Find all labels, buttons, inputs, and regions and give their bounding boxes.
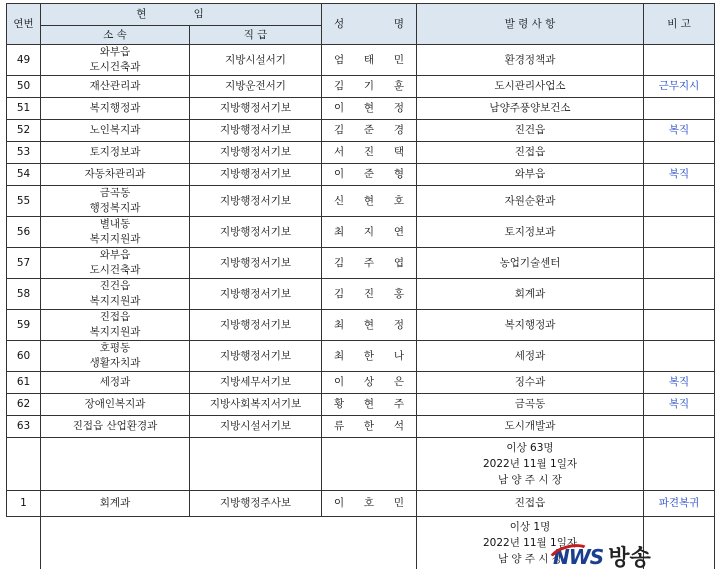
row-name-char: 준	[363, 124, 375, 136]
row2-name-1: 이	[334, 497, 345, 509]
row-dept-line: 노인복지과	[89, 124, 141, 136]
row-name-char: 훈	[393, 80, 404, 92]
summary-row-1	[7, 438, 715, 491]
row-name-char: 서	[334, 146, 345, 158]
row-note: 복직	[644, 120, 715, 142]
row-name	[322, 310, 417, 341]
row2-note: 파견복귀	[644, 491, 715, 517]
row-dept-line: 행정복지과	[89, 202, 141, 214]
row-dept-line: 생활자치과	[89, 357, 141, 369]
row-name-char: 상	[363, 376, 375, 388]
appointment-table	[6, 3, 715, 569]
row-dept	[41, 120, 190, 142]
row-note	[644, 341, 715, 372]
table-body	[7, 45, 715, 438]
row-name-char: 호	[393, 194, 404, 207]
row-name	[322, 98, 417, 120]
row-name-char: 이	[334, 168, 345, 180]
row-name	[322, 120, 417, 142]
row-note	[644, 142, 715, 164]
header-note: 비 고	[644, 4, 715, 45]
row-name-char: 기	[363, 80, 375, 92]
row-dept	[41, 279, 190, 310]
row-rank: 지방행정서기보	[190, 98, 322, 120]
row-name-char: 김	[334, 256, 345, 269]
row-rank: 지방행정서기보	[190, 279, 322, 310]
row-rank: 지방행정서기보	[190, 186, 322, 217]
row-name	[322, 217, 417, 248]
row-rank: 지방행정서기보	[190, 248, 322, 279]
row-dept-line: 와부읍	[99, 249, 131, 261]
row-appointment: 와부읍	[417, 164, 644, 186]
row-rank: 지방사회복지서기보	[190, 394, 322, 416]
row-dept-line: 진건읍	[99, 280, 131, 292]
row-dept-line: 장애인복지과	[84, 398, 146, 410]
row2-name-3: 민	[393, 497, 404, 509]
table-row	[7, 279, 715, 310]
row-name-char: 이	[334, 376, 345, 388]
row-dept-line: 진접읍 산업환경과	[72, 420, 158, 432]
table-row	[7, 45, 715, 76]
row-name	[322, 45, 417, 76]
summary-2-count: 이상 1명	[509, 521, 551, 533]
row-rank: 지방시설서기	[190, 45, 322, 76]
header-dept: 소 속	[41, 26, 190, 45]
row-note	[644, 45, 715, 76]
row-dept	[41, 186, 190, 217]
row-name	[322, 341, 417, 372]
row-name-char: 정	[393, 102, 404, 114]
row-dept	[41, 341, 190, 372]
row-name-char: 진	[363, 287, 375, 300]
table-row	[7, 310, 715, 341]
row-name-char: 현	[363, 194, 375, 207]
row-seq: 49	[7, 45, 41, 76]
row-seq: 50	[7, 76, 41, 98]
row-name	[322, 394, 417, 416]
row-name-char: 준	[363, 168, 375, 180]
row-dept-line: 별내동	[99, 218, 131, 230]
summary-2-date: 2022년 11월 1일자	[482, 537, 577, 549]
row-dept	[41, 45, 190, 76]
row-name-char: 은	[393, 376, 404, 388]
row-name	[322, 186, 417, 217]
row-name-char: 김	[334, 80, 345, 92]
row-dept	[41, 142, 190, 164]
row-name-char: 한	[363, 349, 375, 362]
row-name-char: 태	[363, 53, 375, 66]
row2-name-2: 호	[363, 497, 375, 509]
row-dept-line: 금곡동	[99, 187, 131, 199]
row-dept-line: 토지정보과	[89, 146, 141, 158]
summary-1-date: 2022년 11월 1일자	[482, 458, 577, 470]
row-name-char: 연	[393, 225, 404, 238]
header-name-first: 성	[334, 17, 345, 30]
table-row	[7, 341, 715, 372]
row-name-char: 최	[334, 225, 345, 238]
row-rank: 지방행정서기보	[190, 217, 322, 248]
header-current-label: 현 임	[136, 8, 226, 20]
row-dept-line: 호평동	[99, 342, 131, 354]
table-row-extra	[7, 491, 715, 517]
summary-block-1	[417, 438, 644, 491]
row-seq: 54	[7, 164, 41, 186]
row-name-char: 현	[363, 398, 375, 410]
row-appointment: 징수과	[417, 372, 644, 394]
row-seq: 59	[7, 310, 41, 341]
row-rank: 지방행정서기보	[190, 164, 322, 186]
appointment-table-sheet	[6, 3, 714, 569]
row-name	[322, 279, 417, 310]
row-seq: 55	[7, 186, 41, 217]
header-name-last: 명	[393, 17, 404, 30]
broadcaster-watermark	[553, 541, 651, 572]
row-dept	[41, 416, 190, 438]
table-row	[7, 416, 715, 438]
row-name	[322, 76, 417, 98]
row-name-char: 황	[334, 398, 345, 410]
summary-1-signer: 남 양 주 시 장	[497, 474, 563, 486]
row-appointment: 자원순환과	[417, 186, 644, 217]
row-rank: 지방행정서기보	[190, 341, 322, 372]
table-row	[7, 394, 715, 416]
row-appointment: 진건읍	[417, 120, 644, 142]
row-name-char: 한	[363, 420, 375, 432]
header-current	[41, 4, 322, 26]
table-row	[7, 217, 715, 248]
row-dept	[41, 372, 190, 394]
table-row	[7, 248, 715, 279]
row-dept	[41, 217, 190, 248]
row-note	[644, 248, 715, 279]
row-dept-line: 복지지원과	[89, 233, 141, 245]
row-seq: 52	[7, 120, 41, 142]
row-appointment: 토지정보과	[417, 217, 644, 248]
row2-dept: 회계과	[41, 491, 190, 517]
row2-name	[322, 491, 417, 517]
row-note: 복직	[644, 372, 715, 394]
row-name-char: 주	[363, 256, 375, 269]
row-name-char: 지	[363, 225, 375, 238]
row-dept	[41, 164, 190, 186]
table-row	[7, 98, 715, 120]
table-row	[7, 372, 715, 394]
row-name	[322, 372, 417, 394]
row-name-char: 현	[363, 102, 375, 114]
row-seq: 61	[7, 372, 41, 394]
row-note	[644, 310, 715, 341]
row-appointment: 환경정책과	[417, 45, 644, 76]
table-row	[7, 120, 715, 142]
row-name-char: 김	[334, 287, 345, 300]
row-dept-line: 진접읍	[99, 311, 131, 323]
row-name-char: 최	[334, 318, 345, 331]
row2-seq: 1	[7, 491, 41, 517]
row-seq: 60	[7, 341, 41, 372]
table-row	[7, 186, 715, 217]
row-appointment: 진접읍	[417, 142, 644, 164]
header-seq: 연번	[7, 4, 41, 45]
row-dept-line: 도시건축과	[89, 264, 141, 276]
row-dept-line: 자동차관리과	[84, 168, 146, 180]
row-dept-line: 복지행정과	[89, 102, 141, 114]
watermark-logo: NWS	[553, 544, 604, 569]
row-note	[644, 186, 715, 217]
row-dept-line: 도시건축과	[89, 61, 141, 73]
row-note	[644, 217, 715, 248]
row-seq: 57	[7, 248, 41, 279]
row-dept	[41, 310, 190, 341]
row-appointment: 세정과	[417, 341, 644, 372]
table-row	[7, 76, 715, 98]
row-dept	[41, 98, 190, 120]
row-appointment: 도시개발과	[417, 416, 644, 438]
row-dept	[41, 76, 190, 98]
row-name-char: 나	[393, 349, 404, 362]
summary-2-signer: 남 양 주 시 장	[497, 553, 563, 565]
row-seq: 62	[7, 394, 41, 416]
row-note	[644, 416, 715, 438]
header-name-label	[324, 17, 414, 32]
row-name	[322, 416, 417, 438]
row-dept-line: 복지지원과	[89, 326, 141, 338]
row-appointment: 금곡동	[417, 394, 644, 416]
header-appointment: 발 령 사 항	[417, 4, 644, 45]
row-dept	[41, 248, 190, 279]
row-note	[644, 98, 715, 120]
row-dept	[41, 394, 190, 416]
row-name-char: 택	[393, 146, 404, 158]
row-rank: 지방시설서기보	[190, 416, 322, 438]
row-name-char: 민	[393, 53, 404, 66]
row-name-char: 홍	[393, 287, 404, 300]
row-seq: 63	[7, 416, 41, 438]
row-rank: 지방세무서기보	[190, 372, 322, 394]
row-seq: 58	[7, 279, 41, 310]
row-appointment: 도시관리사업소	[417, 76, 644, 98]
row2-rank: 지방행정주사보	[190, 491, 322, 517]
row-note: 근무지시	[644, 76, 715, 98]
row-note: 복직	[644, 394, 715, 416]
row-note	[644, 279, 715, 310]
row-name	[322, 142, 417, 164]
row-appointment: 복지행정과	[417, 310, 644, 341]
row-rank: 지방운전서기	[190, 76, 322, 98]
row-rank: 지방행정서기보	[190, 142, 322, 164]
row-name-char: 이	[334, 102, 345, 114]
table-row	[7, 164, 715, 186]
row-name-char: 경	[393, 124, 404, 136]
row-name-char: 현	[363, 318, 375, 331]
row-name-char: 정	[393, 318, 404, 331]
row-appointment: 회계과	[417, 279, 644, 310]
row-name	[322, 164, 417, 186]
row-name-char: 엄	[334, 53, 345, 66]
row-name-char: 석	[393, 420, 404, 432]
row-name-char: 진	[363, 146, 375, 158]
row-name-char: 엽	[393, 256, 404, 269]
row-seq: 53	[7, 142, 41, 164]
row-dept-line: 재산관리과	[89, 80, 141, 92]
header-name	[322, 4, 417, 45]
row-name-char: 김	[334, 124, 345, 136]
row-name-char: 최	[334, 349, 345, 362]
row-name	[322, 248, 417, 279]
row-dept-line: 복지지원과	[89, 295, 141, 307]
header-rank: 직 급	[190, 26, 322, 45]
table-row	[7, 142, 715, 164]
row-seq: 56	[7, 217, 41, 248]
row-note: 복직	[644, 164, 715, 186]
watermark-text: 방송	[608, 546, 651, 571]
row-appointment: 남양주풍양보건소	[417, 98, 644, 120]
row-dept-line: 와부읍	[99, 46, 131, 58]
row-name-char: 주	[393, 398, 404, 410]
row-name-char: 신	[334, 194, 345, 207]
row-name-char: 류	[334, 420, 345, 432]
row-appointment: 농업기술센터	[417, 248, 644, 279]
row-rank: 지방행정서기보	[190, 310, 322, 341]
row-rank: 지방행정서기보	[190, 120, 322, 142]
row-dept-line: 세정과	[99, 376, 131, 388]
summary-1-count: 이상 63명	[506, 442, 554, 454]
row-name-char: 형	[393, 168, 404, 180]
row2-appointment: 진접읍	[417, 491, 644, 517]
row-seq: 51	[7, 98, 41, 120]
